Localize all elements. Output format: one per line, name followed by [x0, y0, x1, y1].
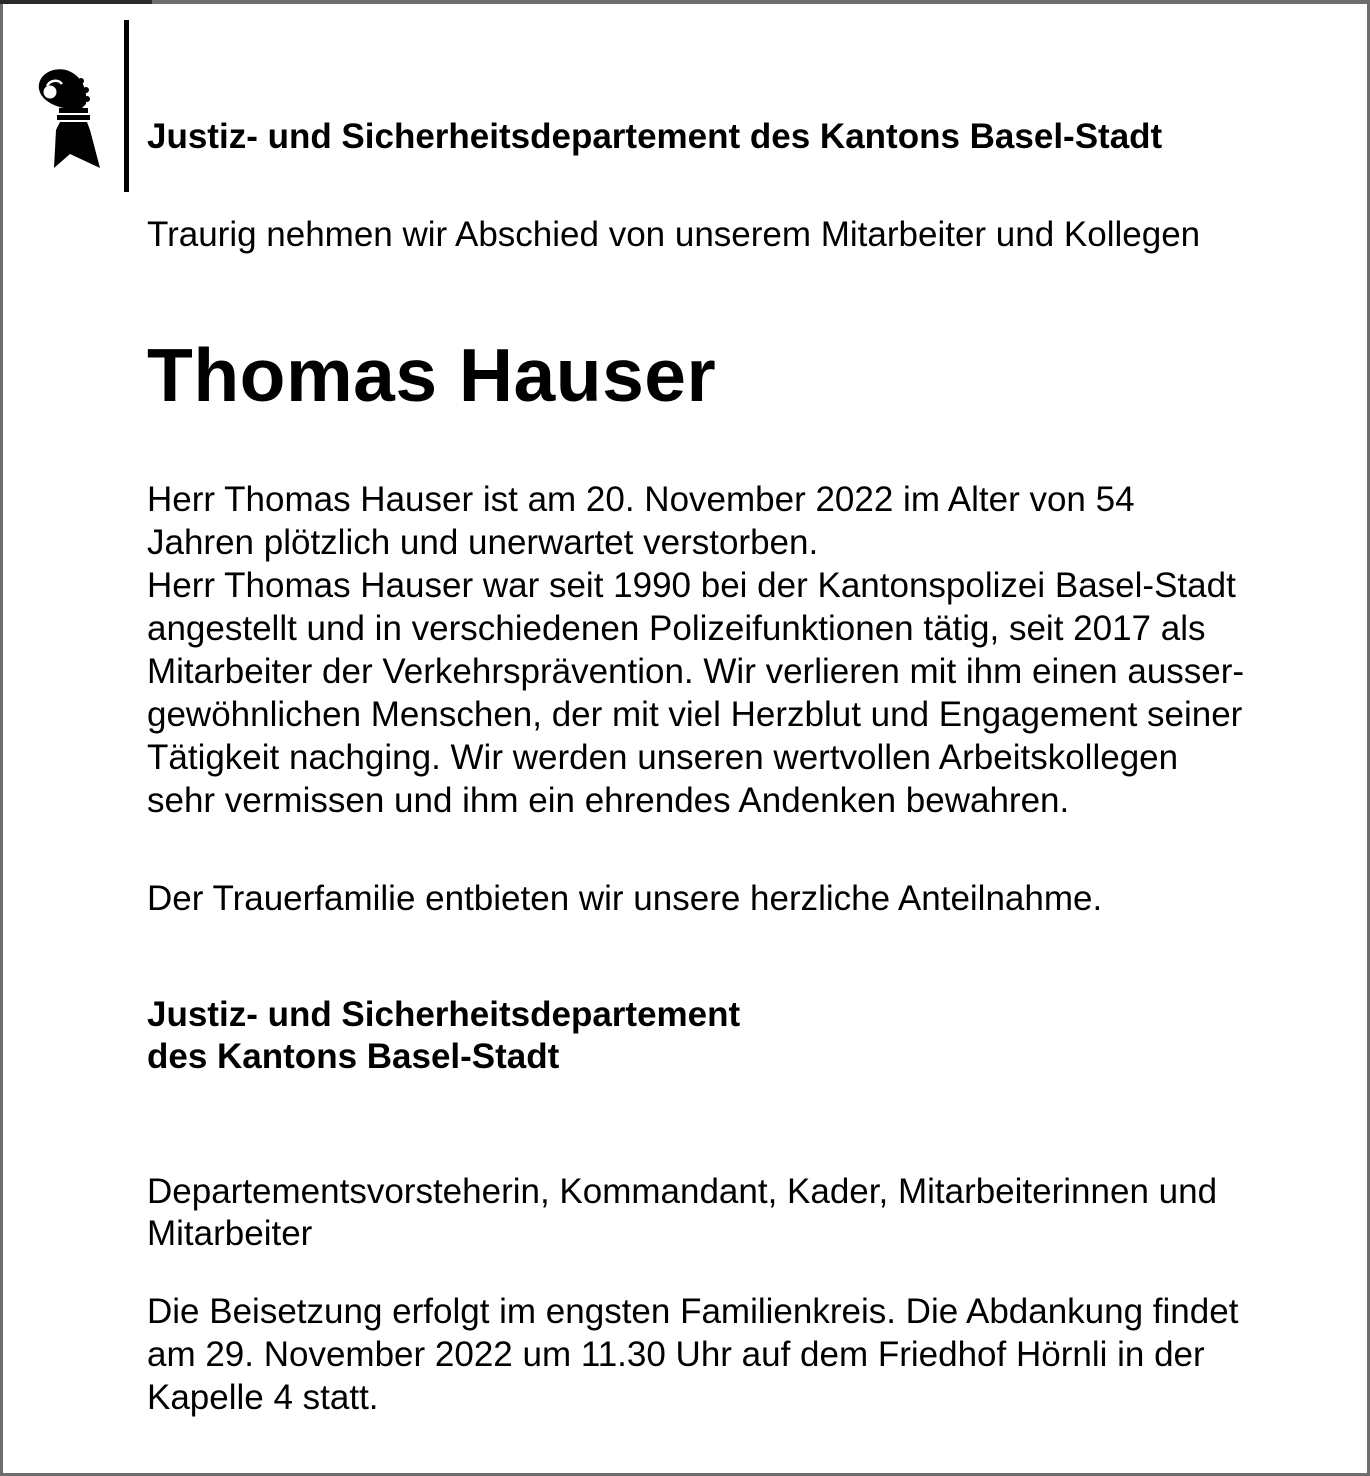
signoff-line: Justiz- und Sicherheitsdepartement	[147, 995, 741, 1034]
funeral-line: Kapelle 4 statt.	[147, 1378, 379, 1417]
staff-line: Mitarbeiter	[147, 1214, 313, 1253]
staff-signoff	[147, 1171, 1217, 1255]
body-line: sehr vermissen und ihm ein ehrendes Andenken bewahren.	[147, 781, 1070, 820]
header-divider	[124, 20, 129, 192]
body-line: angestellt und in verschiedenen Polizeifunktionen tätig, seit 2017 als	[147, 609, 1206, 648]
signoff-line: des Kantons Basel-Stadt	[147, 1037, 560, 1076]
obituary-body	[147, 478, 1244, 822]
signoff-department	[147, 994, 740, 1078]
body-line: Herr Thomas Hauser war seit 1990 bei der Kantonspolizei Basel-Stadt	[147, 566, 1236, 605]
body-line: Tätigkeit nachging. Wir werden unseren wertvollen Arbeitskollegen	[147, 738, 1179, 777]
department-header: Justiz- und Sicherheitsdepartement des Kantons Basel-Stadt	[147, 117, 1163, 156]
body-line: Herr Thomas Hauser ist am 20. November 2022 im Alter von 54	[147, 480, 1135, 519]
funeral-line: Die Beisetzung erfolgt im engsten Familienkreis. Die Abdankung findet	[147, 1292, 1239, 1331]
funeral-details	[147, 1290, 1238, 1419]
body-line: gewöhnlichen Menschen, der mit viel Herzblut und Engagement seiner	[147, 695, 1243, 734]
deceased-name: Thomas Hauser	[147, 333, 717, 417]
border-accent	[0, 0, 152, 4]
staff-line: Departementsvorsteherin, Kommandant, Kader, Mitarbeiterinnen und	[147, 1172, 1218, 1211]
sympathy-text: Der Trauerfamilie entbieten wir unsere herzliche Anteilnahme.	[147, 879, 1103, 918]
funeral-line: am 29. November 2022 um 11.30 Uhr auf dem Friedhof Hörnli in der	[147, 1335, 1205, 1374]
body-line: Jahren plötzlich und unerwartet verstorben.	[147, 523, 819, 562]
body-line: Mitarbeiter der Verkehrsprävention. Wir verlieren mit ihm einen ausser-	[147, 652, 1245, 691]
intro-text: Traurig nehmen wir Abschied von unserem Mitarbeiter und Kollegen	[147, 215, 1201, 254]
basel-staff-icon	[34, 68, 104, 170]
